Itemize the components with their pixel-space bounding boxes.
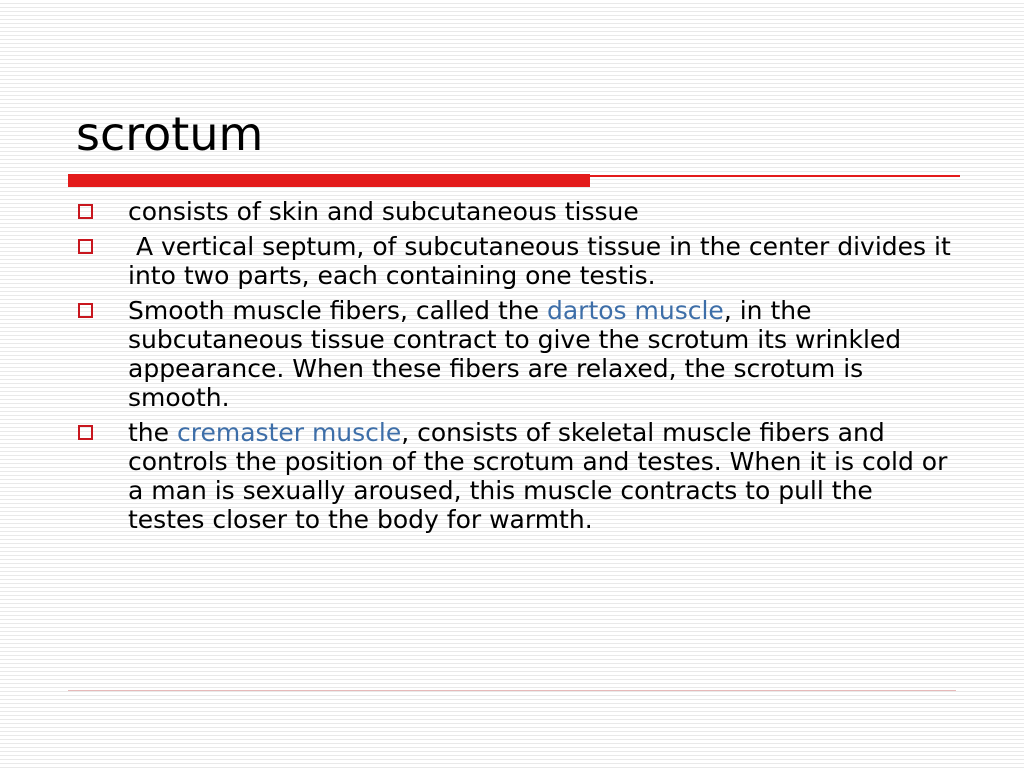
square-bullet-icon (78, 204, 93, 219)
bullet-text-after: , in the subcutaneous tissue contract to give the scrotum its wrinkled appearance. When these fibers are relaxed, the scrotum is smooth. (128, 296, 902, 412)
bullet-item-2 (76, 232, 959, 290)
bullet-text-before: Smooth muscle fibers, called the (128, 296, 547, 325)
footer-divider (68, 690, 956, 691)
term-cremaster-muscle-link[interactable]: cremaster muscle (176, 418, 402, 447)
bullet-text-after: , consists of skeletal muscle fibers and controls the position of the scrotum and testes. When it is cold or a man is sexually aroused, this muscle contracts to pull the testes closer to the body for warmth. (128, 418, 948, 534)
square-bullet-icon (78, 303, 93, 318)
square-bullet-icon (78, 425, 93, 440)
term-dartos-muscle-link[interactable]: dartos muscle (546, 296, 724, 325)
bullet-list (76, 197, 959, 540)
bullet-text: consists of skin and subcutaneous tissue (128, 197, 639, 226)
slide-title: scrotum (76, 107, 264, 161)
title-underline-thick (68, 174, 590, 187)
bullet-item-1 (76, 197, 956, 226)
bullet-item-3 (76, 296, 956, 412)
square-bullet-icon (78, 239, 93, 254)
bullet-item-4 (76, 418, 956, 534)
title-underline-thin (590, 175, 960, 177)
bullet-text-before: the (128, 418, 177, 447)
bullet-text: A vertical septum, of subcutaneous tissue in the center divides it into two parts, each containing one testis. (128, 232, 959, 290)
